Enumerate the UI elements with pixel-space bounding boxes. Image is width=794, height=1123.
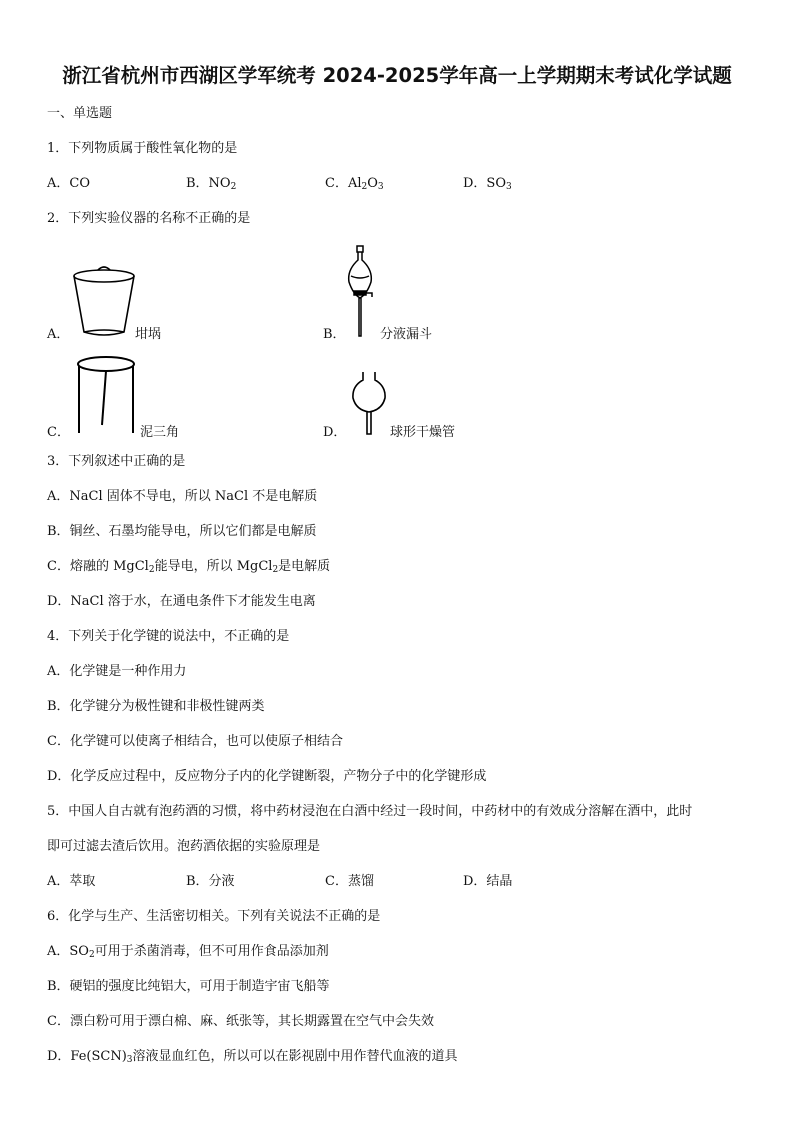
q3-option-a: A．NaCl 固体不导电，所以 NaCl 不是电解质 — [47, 489, 318, 504]
q3-option-d: D．NaCl 溶于水，在通电条件下才能发生电离 — [47, 594, 316, 609]
q5-option-b: B．分液 — [186, 874, 235, 889]
q1-option-a: A．CO — [47, 176, 90, 191]
q2-option-c-letter: C． — [47, 425, 70, 440]
q2-stem: 2．下列实验仪器的名称不正确的是 — [47, 211, 251, 226]
q2-option-c-name: 泥三角 — [140, 425, 180, 440]
q5-option-a: A．萃取 — [47, 874, 96, 889]
separatory-funnel-image — [343, 244, 379, 340]
page-title: 浙江省杭州市西湖区学军统考 2024-2025学年高一上学期期末考试化学试题 — [62, 64, 732, 87]
q1-option-d: D．$SO_3$ — [463, 176, 512, 192]
q4-option-a: A．化学键是一种作用力 — [47, 664, 187, 679]
q4-option-d: D．化学反应过程中，反应物分子内的化学键断裂，产物分子中的化学键形成 — [47, 769, 487, 784]
q3-option-c: C．熔融的 MgCl$_2$能导电，所以 MgCl$_2$是电解质 — [47, 559, 331, 575]
q5-option-c: C．蒸馏 — [325, 874, 374, 889]
q6-option-d: D．$Fe(SCN)_3$溶液显血红色，所以可以在影视剧中用作替代血液的道具 — [47, 1049, 458, 1065]
q2-option-a-letter: A． — [47, 327, 70, 342]
q4-stem: 4．下列关于化学键的说法中，不正确的是 — [47, 629, 290, 644]
section-heading: 一、单选题 — [47, 106, 113, 121]
q6-option-b: B．硬铝的强度比纯铝大，可用于制造宇宙飞船等 — [47, 979, 330, 994]
q2-option-d-letter: D． — [323, 425, 347, 440]
q1-option-b: B．$NO_2$ — [186, 176, 237, 192]
q2-option-a-name: 坩埚 — [135, 327, 162, 342]
drying-tube-image — [350, 370, 388, 436]
q6-option-c: C．漂白粉可用于漂白棉、麻、纸张等，其长期露置在空气中会失效 — [47, 1014, 434, 1029]
tripod-image — [74, 355, 138, 437]
q4-option-b: B．化学键分为极性键和非极性键两类 — [47, 699, 265, 714]
q6-option-a: A．$SO_2$可用于杀菌消毒，但不可用作食品添加剂 — [47, 944, 329, 960]
q1-option-c: C．$Al_2O_3$ — [325, 176, 384, 192]
q2-option-b-name: 分液漏斗 — [380, 327, 433, 342]
q1-stem: 1．下列物质属于酸性氧化物的是 — [47, 141, 238, 156]
q2-option-b-letter: B． — [323, 327, 346, 342]
q5-stem-line2: 即可过滤去渣后饮用。泡药酒依据的实验原理是 — [47, 839, 321, 854]
crucible-image — [68, 262, 140, 342]
q3-stem: 3．下列叙述中正确的是 — [47, 454, 186, 469]
q2-option-d-name: 球形干燥管 — [390, 425, 456, 440]
q6-stem: 6．化学与生产、生活密切相关。下列有关说法不正确的是 — [47, 909, 381, 924]
q5-stem-line1: 5．中国人自古就有泡药酒的习惯，将中药材浸泡在白酒中经过一段时间，中药材中的有效成分溶解在酒中，此时 — [47, 804, 693, 819]
q5-option-d: D．结晶 — [463, 874, 513, 889]
q4-option-c: C．化学键可以使离子相结合，也可以使原子相结合 — [47, 734, 343, 749]
q3-option-b: B．铜丝、石墨均能导电，所以它们都是电解质 — [47, 524, 317, 539]
